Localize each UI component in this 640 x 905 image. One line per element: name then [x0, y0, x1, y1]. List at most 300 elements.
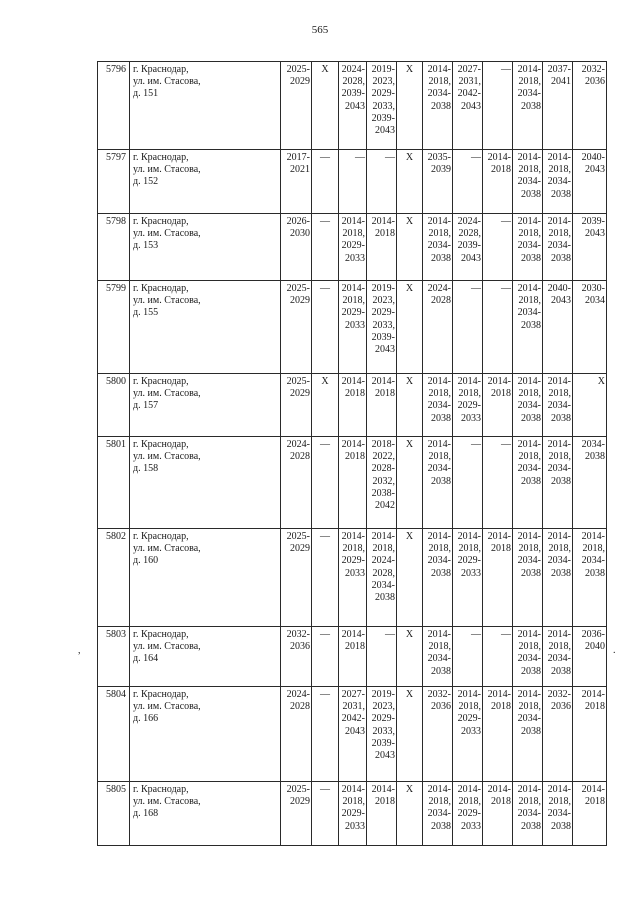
cell-line: 2024- — [286, 689, 310, 700]
address-line: г. Краснодар, — [133, 283, 189, 294]
cell-line: 2028 — [431, 295, 451, 307]
cell-line: 2043 — [345, 100, 365, 112]
cell-line: 2018 — [375, 388, 395, 400]
period-cell — [367, 437, 397, 529]
cell-line: 2029 — [290, 388, 310, 400]
cell-line: 2036 — [551, 701, 571, 713]
period-cell — [281, 62, 312, 150]
period-cell — [423, 687, 453, 782]
period-cell — [453, 782, 483, 846]
cell-line: 2014- — [341, 531, 365, 542]
cell-line: 2014- — [547, 216, 571, 227]
cell-line: 2034- — [547, 808, 571, 820]
cell-line: 2033 — [461, 820, 481, 832]
cell-line: — — [385, 152, 395, 163]
address-line: ул. им. Стасова, — [133, 76, 201, 88]
cell-line: X — [405, 64, 414, 75]
cell-line: X — [597, 376, 605, 387]
address-cell — [130, 281, 281, 374]
cell-line: 2014- — [487, 531, 511, 542]
period-cell — [423, 62, 453, 150]
address-line: г. Краснодар, — [133, 784, 189, 795]
cell-line: 2034- — [517, 88, 541, 100]
period-cell — [339, 437, 367, 529]
cell-line: 2037- — [547, 64, 571, 75]
row-number: 5798 — [98, 214, 130, 281]
cell-line: 2038 — [431, 412, 451, 424]
period-cell — [453, 437, 483, 529]
cell-line: 2033 — [345, 252, 365, 264]
cell-line: 2029- — [371, 713, 395, 725]
cell-line: 2014- — [547, 439, 571, 450]
cell-line: 2014- — [547, 629, 571, 640]
cell-line: 2043 — [345, 725, 365, 737]
cell-line: 2036- — [581, 629, 605, 640]
cell-line: 2033, — [372, 100, 395, 112]
cell-line: 2019- — [371, 283, 395, 294]
cell-line: 2018, — [518, 701, 541, 713]
period-cell — [367, 627, 397, 687]
cell-line: 2025- — [286, 784, 310, 795]
cell-line: 2018, — [428, 451, 451, 463]
cell-line: 2034- — [547, 400, 571, 412]
period-cell — [397, 281, 423, 374]
period-cell — [397, 529, 423, 627]
cell-line: 2014- — [517, 689, 541, 700]
cell-line: 2036 — [585, 76, 605, 88]
cell-line: 2025- — [286, 64, 310, 75]
cell-line: 2014- — [427, 216, 451, 227]
period-cell — [281, 687, 312, 782]
period-cell — [281, 627, 312, 687]
period-cell — [339, 782, 367, 846]
cell-line: 2023, — [372, 76, 395, 88]
cell-line: 2024- — [371, 555, 395, 567]
period-cell — [397, 627, 423, 687]
cell-line: 2018, — [428, 543, 451, 555]
address-line: г. Краснодар, — [133, 216, 189, 227]
cell-line: 2034- — [427, 555, 451, 567]
cell-line: 2038 — [551, 820, 571, 832]
cell-line: X — [321, 64, 329, 75]
cell-line: 2038 — [585, 451, 605, 463]
table-row — [98, 214, 607, 281]
cell-line: 2014- — [457, 689, 481, 700]
cell-line: 2014- — [427, 531, 451, 542]
cell-line: 2038 — [551, 665, 571, 677]
period-cell — [483, 687, 513, 782]
cell-line: 2034- — [547, 555, 571, 567]
cell-line: 2034- — [371, 579, 395, 591]
cell-line: 2014- — [371, 531, 395, 542]
cell-line: 2038 — [431, 820, 451, 832]
address-line: ул. им. Стасова, — [133, 641, 201, 653]
period-cell — [513, 281, 543, 374]
cell-line: 2034- — [517, 176, 541, 188]
period-cell — [397, 374, 423, 437]
period-cell — [339, 62, 367, 150]
cell-line: 2018, — [548, 641, 571, 653]
address-cell — [130, 214, 281, 281]
cell-line: X — [405, 216, 414, 227]
period-cell — [397, 687, 423, 782]
address-line: д. 151 — [133, 88, 159, 100]
period-cell — [573, 150, 607, 214]
cell-line: 2018, — [518, 228, 541, 240]
period-cell — [483, 62, 513, 150]
period-cell — [423, 437, 453, 529]
row-number: 5801 — [98, 437, 130, 529]
table-row — [98, 687, 607, 782]
cell-line: 2024- — [427, 283, 451, 294]
cell-line: X — [405, 531, 414, 542]
address-cell — [130, 150, 281, 214]
period-cell — [483, 281, 513, 374]
cell-line: 2018, — [518, 76, 541, 88]
period-cell — [573, 214, 607, 281]
cell-line: 2018, — [548, 388, 571, 400]
period-cell — [339, 150, 367, 214]
cell-line: 2018- — [371, 439, 395, 450]
row-number: 5796 — [98, 62, 130, 150]
cell-line: 2014- — [517, 283, 541, 294]
stray-mark: , — [78, 645, 81, 656]
cell-line: 2014- — [341, 376, 365, 387]
cell-line: 2038 — [521, 252, 541, 264]
period-cell — [573, 374, 607, 437]
period-cell — [513, 437, 543, 529]
cell-line: 2029- — [371, 307, 395, 319]
cell-line: 2014- — [581, 784, 605, 795]
cell-line: — — [320, 439, 330, 450]
cell-line: 2029- — [341, 808, 365, 820]
period-cell — [543, 150, 573, 214]
cell-line: 2034- — [581, 439, 605, 450]
period-cell — [312, 374, 339, 437]
cell-line: 2018, — [518, 164, 541, 176]
cell-line: 2014- — [517, 376, 541, 387]
cell-line: 2018 — [491, 701, 511, 713]
cell-line: 2014- — [517, 531, 541, 542]
cell-line: X — [405, 152, 414, 163]
cell-line: 2014- — [427, 376, 451, 387]
cell-line: 2034- — [517, 653, 541, 665]
cell-line: 2018 — [345, 388, 365, 400]
cell-line: X — [405, 283, 414, 294]
cell-line: 2014- — [371, 376, 395, 387]
cell-line: 2026- — [286, 216, 310, 227]
cell-line: 2014- — [457, 784, 481, 795]
cell-line: 2034- — [517, 400, 541, 412]
cell-line: 2025- — [286, 531, 310, 542]
address-line: г. Краснодар, — [133, 152, 189, 163]
cell-line: 2018 — [491, 388, 511, 400]
cell-line: 2027- — [457, 64, 481, 75]
cell-line: 2038- — [371, 487, 395, 499]
address-line: д. 160 — [133, 555, 159, 567]
cell-line: 2039- — [371, 331, 395, 343]
table-row — [98, 627, 607, 687]
period-cell — [312, 529, 339, 627]
period-cell — [423, 627, 453, 687]
cell-line: 2032- — [547, 689, 571, 700]
table-row — [98, 782, 607, 846]
cell-line: 2029- — [371, 88, 395, 100]
period-cell — [367, 782, 397, 846]
address-line: ул. им. Стасова, — [133, 164, 201, 176]
period-cell — [483, 374, 513, 437]
cell-line: 2014- — [517, 152, 541, 163]
cell-line: X — [321, 376, 329, 387]
address-line: д. 168 — [133, 808, 159, 820]
cell-line: 2038 — [521, 188, 541, 200]
cell-line: 2014- — [427, 64, 451, 75]
cell-line: X — [405, 784, 414, 795]
address-line: г. Краснодар, — [133, 689, 189, 700]
cell-line: 2018 — [491, 164, 511, 176]
cell-line: 2018, — [428, 641, 451, 653]
address-line: г. Краснодар, — [133, 376, 189, 387]
cell-line: 2043 — [375, 125, 395, 137]
cell-line: 2043 — [461, 100, 481, 112]
cell-line: 2033 — [461, 412, 481, 424]
period-cell — [513, 374, 543, 437]
cell-line: 2043 — [585, 228, 605, 240]
cell-line: 2035- — [427, 152, 451, 163]
period-cell — [397, 150, 423, 214]
cell-line: 2028, — [458, 228, 481, 240]
cell-line: 2039- — [371, 112, 395, 124]
cell-line: 2038 — [551, 567, 571, 579]
cell-line: 2018, — [342, 543, 365, 555]
cell-line: 2034 — [585, 295, 605, 307]
cell-line: 2018, — [342, 796, 365, 808]
period-cell — [281, 214, 312, 281]
period-cell — [312, 687, 339, 782]
cell-line: 2029 — [290, 76, 310, 88]
cell-line: 2018, — [428, 796, 451, 808]
period-cell — [543, 437, 573, 529]
cell-line: 2029- — [341, 307, 365, 319]
cell-line: 2033 — [345, 319, 365, 331]
period-cell — [339, 374, 367, 437]
period-cell — [513, 627, 543, 687]
cell-line: 2043 — [375, 750, 395, 762]
period-cell — [339, 627, 367, 687]
cell-line: 2018 — [491, 543, 511, 555]
cell-line: 2043 — [461, 252, 481, 264]
cell-line: 2038 — [521, 475, 541, 487]
cell-line: 2038 — [521, 412, 541, 424]
cell-line: 2042 — [375, 500, 395, 512]
cell-line: 2017- — [286, 152, 310, 163]
period-cell — [339, 687, 367, 782]
cell-line: 2018 — [585, 701, 605, 713]
cell-line: 2043 — [551, 295, 571, 307]
cell-line: 2038 — [585, 567, 605, 579]
cell-line: — — [320, 152, 330, 163]
period-cell — [281, 281, 312, 374]
address-line: г. Краснодар, — [133, 531, 189, 542]
period-cell — [513, 150, 543, 214]
cell-line: 2032- — [286, 629, 310, 640]
cell-line: 2029- — [457, 555, 481, 567]
cell-line: — — [320, 216, 330, 227]
address-line: г. Краснодар, — [133, 629, 189, 640]
cell-line: 2014- — [547, 152, 571, 163]
period-cell — [339, 529, 367, 627]
stray-mark: . — [613, 645, 616, 656]
cell-line: 2033 — [345, 820, 365, 832]
cell-line: 2034- — [427, 808, 451, 820]
address-line: д. 153 — [133, 240, 159, 252]
cell-line: 2043 — [375, 344, 395, 356]
cell-line: 2029- — [457, 808, 481, 820]
cell-line: 2039- — [371, 737, 395, 749]
row-number: 5802 — [98, 529, 130, 627]
period-cell — [339, 281, 367, 374]
cell-line: 2018, — [458, 388, 481, 400]
cell-line: 2018, — [458, 796, 481, 808]
row-number: 5804 — [98, 687, 130, 782]
period-cell — [483, 627, 513, 687]
cell-line: 2018, — [548, 451, 571, 463]
period-cell — [281, 374, 312, 437]
cell-line: 2018, — [548, 164, 571, 176]
cell-line: 2038 — [375, 592, 395, 604]
cell-line: 2034- — [547, 463, 571, 475]
period-cell — [453, 374, 483, 437]
cell-line: 2014- — [487, 152, 511, 163]
cell-line: 2038 — [431, 475, 451, 487]
cell-line: 2014- — [517, 629, 541, 640]
cell-line: 2038 — [551, 252, 571, 264]
cell-line: 2014- — [547, 784, 571, 795]
cell-line: 2014- — [457, 531, 481, 542]
period-cell — [312, 281, 339, 374]
cell-line: 2032- — [427, 689, 451, 700]
cell-line: 2018, — [428, 228, 451, 240]
cell-line: 2030- — [581, 283, 605, 294]
cell-line: 2014- — [341, 629, 365, 640]
period-cell — [397, 437, 423, 529]
period-cell — [339, 214, 367, 281]
address-line: ул. им. Стасова, — [133, 543, 201, 555]
period-cell — [453, 150, 483, 214]
cell-line: 2028- — [371, 463, 395, 475]
cell-line: 2018, — [548, 796, 571, 808]
cell-line: 2034- — [547, 653, 571, 665]
cell-line: 2014- — [517, 439, 541, 450]
row-number: 5799 — [98, 281, 130, 374]
cell-line: 2029- — [341, 555, 365, 567]
cell-line: 2038 — [521, 319, 541, 331]
period-cell — [483, 529, 513, 627]
cell-line: 2033 — [461, 567, 481, 579]
cell-line: 2018 — [375, 228, 395, 240]
period-cell — [453, 281, 483, 374]
address-cell — [130, 62, 281, 150]
period-cell — [453, 214, 483, 281]
cell-line: 2030 — [290, 228, 310, 240]
cell-line: 2018, — [458, 543, 481, 555]
cell-line: 2014- — [487, 784, 511, 795]
cell-line: 2024- — [341, 64, 365, 75]
cell-line: 2042- — [457, 88, 481, 100]
period-cell — [513, 62, 543, 150]
cell-line: 2014- — [427, 629, 451, 640]
period-cell — [543, 529, 573, 627]
cell-line: 2034- — [547, 240, 571, 252]
cell-line: 2018, — [548, 543, 571, 555]
cell-line: 2038 — [551, 475, 571, 487]
cell-line: 2038 — [431, 100, 451, 112]
table-row — [98, 437, 607, 529]
address-line: ул. им. Стасова, — [133, 388, 201, 400]
cell-line: 2038 — [521, 100, 541, 112]
table-row — [98, 281, 607, 374]
cell-line: 2024- — [286, 439, 310, 450]
period-cell — [367, 214, 397, 281]
period-cell — [423, 281, 453, 374]
address-line: ул. им. Стасова, — [133, 796, 201, 808]
period-cell — [543, 281, 573, 374]
cell-line: 2031, — [342, 701, 365, 713]
cell-line: 2040- — [581, 152, 605, 163]
cell-line: X — [405, 629, 414, 640]
cell-line: 2018, — [518, 796, 541, 808]
cell-line: 2039- — [341, 88, 365, 100]
address-line: г. Краснодар, — [133, 439, 189, 450]
cell-line: 2014- — [341, 216, 365, 227]
cell-line: — — [471, 152, 481, 163]
period-cell — [513, 782, 543, 846]
period-cell — [397, 62, 423, 150]
period-cell — [453, 62, 483, 150]
cell-line: 2038 — [431, 567, 451, 579]
cell-line: 2040- — [547, 283, 571, 294]
period-cell — [312, 437, 339, 529]
period-cell — [423, 782, 453, 846]
address-line: ул. им. Стасова, — [133, 701, 201, 713]
period-cell — [483, 214, 513, 281]
cell-line: 2028 — [290, 451, 310, 463]
cell-line: 2014- — [547, 531, 571, 542]
cell-line: 2038 — [521, 567, 541, 579]
period-cell — [483, 150, 513, 214]
cell-line: 2024- — [457, 216, 481, 227]
cell-line: 2033 — [345, 567, 365, 579]
cell-line: X — [405, 376, 414, 387]
address-cell — [130, 374, 281, 437]
address-cell — [130, 437, 281, 529]
period-cell — [513, 687, 543, 782]
address-line: ул. им. Стасова, — [133, 228, 201, 240]
repair-schedule-table — [97, 61, 607, 846]
period-cell — [543, 214, 573, 281]
period-cell — [423, 150, 453, 214]
cell-line: 2034- — [547, 176, 571, 188]
cell-line: 2034- — [517, 713, 541, 725]
period-cell — [453, 627, 483, 687]
cell-line: — — [501, 439, 511, 450]
cell-line: 2034- — [517, 307, 541, 319]
cell-line: 2018 — [345, 451, 365, 463]
period-cell — [312, 150, 339, 214]
address-line: г. Краснодар, — [133, 64, 189, 75]
row-number: 5805 — [98, 782, 130, 846]
cell-line: 2040 — [585, 641, 605, 653]
